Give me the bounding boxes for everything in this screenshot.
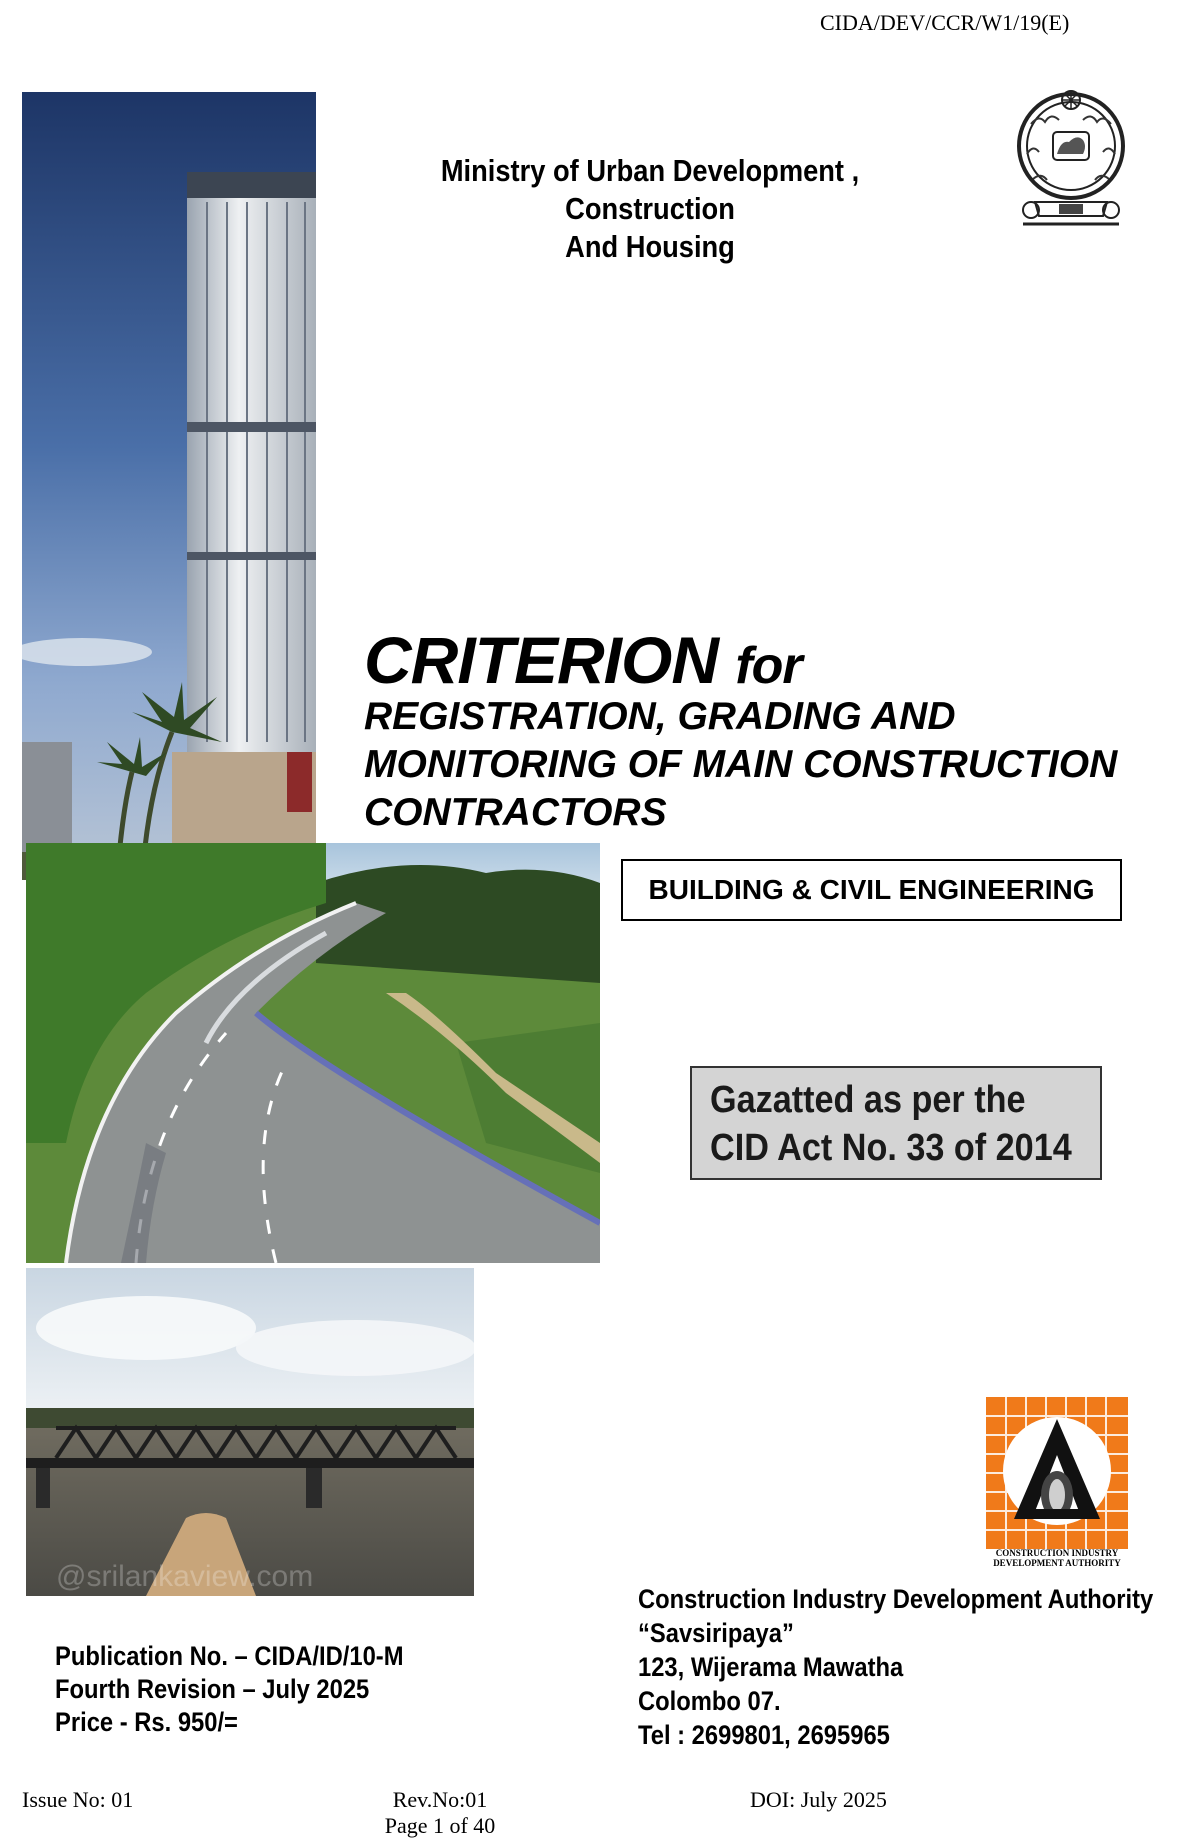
title-criterion: CRITERION [364,623,718,697]
svg-text:@srilankaview.com: @srilankaview.com [56,1560,314,1593]
gazette-box [690,1066,1102,1180]
logo-caption-line-1: CONSTRUCTION INDUSTRY [995,1548,1119,1558]
footer-doi: DOI: July 2025 [750,1787,887,1812]
authority-tel: Tel : 2699801, 2695965 [638,1720,890,1750]
cida-logo-icon [986,1397,1128,1567]
authority-city: Colombo 07. [638,1686,781,1716]
footer-revision [380,1787,500,1839]
authority-street: 123, Wijerama Mawatha [638,1652,904,1682]
subtitle-line-1: REGISTRATION, GRADING AND [364,695,956,738]
publication-number: Publication No. – CIDA/ID/10-M [55,1641,404,1671]
document-reference: CIDA/DEV/CCR/W1/19(E) [820,10,1070,35]
ministry-line-2: And Housing [565,229,735,264]
footer-rev-number: Rev.No:01 [392,1787,488,1812]
cida-logo-caption [986,1548,1128,1568]
document-subtitle [364,693,1117,837]
category-box: BUILDING & CIVIL ENGINEERING [621,859,1122,921]
logo-caption-line-2: DEVELOPMENT AUTHORITY [993,1558,1121,1568]
publication-revision: Fourth Revision – July 2025 [55,1674,370,1704]
authority-name: Construction Industry Development Authority [638,1584,1154,1614]
gazette-line-2: CID Act No. 33 of 2014 [710,1127,1072,1169]
bridge-photo [26,1268,474,1596]
publication-info [55,1640,404,1739]
title-for: for [735,637,802,695]
authority-building: “Savsiripaya” [638,1618,794,1648]
footer-page-number: Page 1 of 40 [384,1813,496,1838]
national-emblem-icon [1011,84,1131,232]
document-title [364,622,802,698]
subtitle-line-2: MONITORING OF MAIN CONSTRUCTION [364,743,1118,786]
ministry-heading [360,152,941,266]
publication-price: Price - Rs. 950/= [55,1707,238,1737]
footer-issue: Issue No: 01 [22,1787,134,1812]
ministry-line-1: Ministry of Urban Development , Construction [440,153,860,226]
authority-address [638,1582,1153,1752]
gazette-line-1: Gazatted as per the [710,1079,1026,1121]
tower-photo [22,92,316,880]
highway-photo [26,843,600,1263]
subtitle-line-3: CONTRACTORS [364,791,667,834]
